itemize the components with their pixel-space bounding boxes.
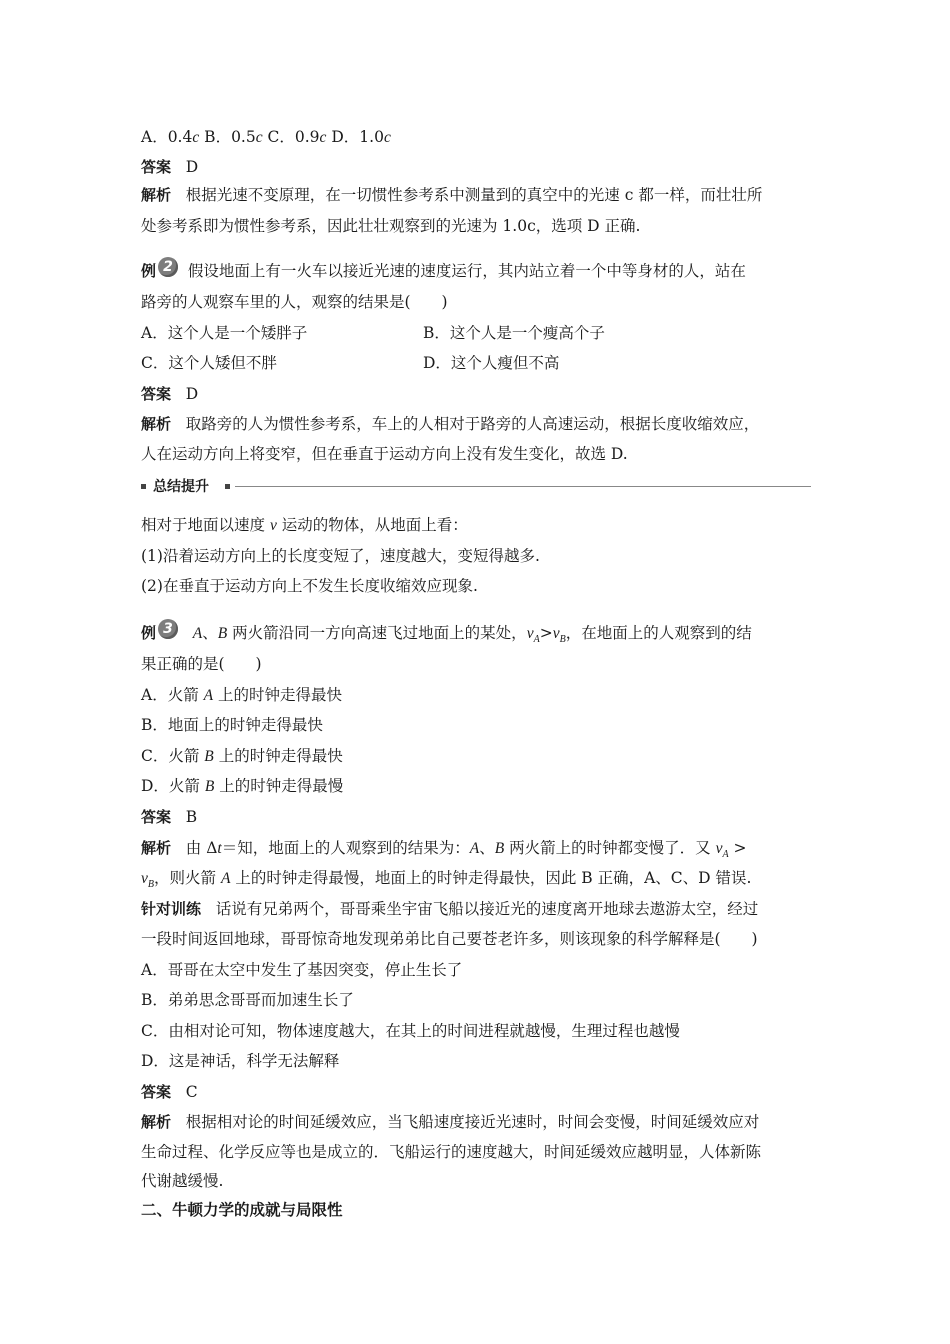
- q1-options: [141, 126, 391, 149]
- q1-analysis-line1: [141, 184, 762, 206]
- analysis-text: ，则火箭: [154, 869, 221, 887]
- option-b: B．弟弟思念哥哥而加速生长了: [141, 991, 354, 1009]
- summary-line3: [141, 575, 478, 597]
- analysis-text: 两火箭上的时钟都变慢了．又: [504, 839, 716, 857]
- summary-title: 总结提升: [153, 479, 209, 495]
- option-text: B．地面上的时钟走得最快: [141, 716, 323, 734]
- answer-label: 答案: [141, 158, 172, 176]
- training-option-c: [141, 1020, 680, 1042]
- option-d: D．这个人瘦但不高: [423, 354, 560, 372]
- analysis-label: 解析: [141, 186, 172, 204]
- option-b: B．这个人是一个瘦高个子: [423, 324, 605, 342]
- training-analysis-line2: [141, 1141, 761, 1163]
- option-c: C．由相对论可知，物体速度越大，在其上的时间进程就越慢，生理过程也越慢: [141, 1022, 680, 1040]
- ex2-stem-line2: [141, 291, 448, 313]
- summary-text: 相对于地面以速度: [141, 516, 270, 534]
- analysis-text: ＝知，地面上的人观察到的结果为：: [221, 839, 470, 857]
- q1-option-b: B．0.5: [199, 128, 256, 146]
- ex3-option-b: [141, 714, 323, 736]
- answer-label: 答案: [141, 385, 172, 403]
- training-option-a: [141, 959, 462, 981]
- ex3-analysis-line2: [141, 867, 751, 896]
- ex2-stem-line1: [141, 260, 746, 282]
- q1-answer: [141, 156, 198, 178]
- ex3-option-d: [141, 775, 343, 798]
- answer-label: 答案: [141, 1083, 172, 1101]
- variable-b: B: [494, 840, 505, 857]
- analysis-text: 代谢越缓慢.: [141, 1172, 224, 1190]
- summary-text: 运动的物体，从地面上看：: [276, 516, 468, 534]
- ex2-option-row1: [141, 322, 307, 344]
- greater-than: >: [728, 839, 747, 857]
- q1-option-a-c: c: [192, 129, 200, 146]
- answer-value: D: [185, 385, 199, 403]
- analysis-text: 根据光速不变原理，在一切惯性参考系中测量到的真空中的光速 c 都一样，而壮壮所: [185, 186, 763, 204]
- subscript-b: B: [559, 634, 566, 646]
- square-bullet-icon: [141, 484, 146, 489]
- variable-v: v: [715, 840, 723, 857]
- analysis-text: 根据相对论的时间延缓效应，当飞船速度接近光速时，时间会变慢，时间延缓效应对: [185, 1113, 760, 1131]
- ex2-option-row2: [141, 352, 277, 374]
- variable-v: v: [269, 517, 277, 534]
- question-text: 两火箭沿同一方向高速飞过地面上的某处，: [227, 624, 527, 642]
- training-answer: [141, 1081, 198, 1103]
- separator: 、: [202, 624, 218, 642]
- option-text: 上的时钟走得最慢: [214, 777, 344, 795]
- square-bullet-icon: [225, 484, 230, 489]
- option-var: A: [203, 687, 214, 704]
- analysis-label: 解析: [141, 839, 172, 857]
- summary-text: (1)沿着运动方向上的长度变短了，速度越大，变短得越多.: [141, 547, 540, 565]
- option-var: B: [204, 778, 215, 795]
- question-text: 一段时间返回地球，哥哥惊奇地发现弟弟比自己要苍老许多，则该现象的科学解释是( ): [141, 930, 758, 948]
- option-text: A．火箭: [141, 686, 204, 704]
- q1-option-a: A．0.4: [141, 128, 193, 146]
- separator: 、: [479, 839, 495, 857]
- question-text: 假设地面上有一火车以接近光速的速度运行，其内站立着一个中等身材的人，站在: [187, 262, 746, 280]
- answer-value: C: [185, 1083, 198, 1101]
- option-text: 上的时钟走得最快: [213, 747, 343, 765]
- analysis-text: 上的时钟走得最慢，地面上的时钟走得最快，因此 B 正确，A、C、D 错误.: [230, 869, 752, 887]
- example-badge: [141, 260, 178, 282]
- subscript-b: B: [147, 879, 154, 891]
- summary-line1: [141, 514, 468, 537]
- ex2-answer: [141, 383, 198, 405]
- training-analysis-line1: [141, 1111, 759, 1133]
- answer-label: 答案: [141, 808, 172, 826]
- q1-option-c-c: c: [319, 129, 327, 146]
- ex2-option-d-wrap: [423, 352, 559, 374]
- example-number-icon: 2: [158, 257, 178, 277]
- summary-text: (2)在垂直于运动方向上不发生长度收缩效应现象.: [141, 577, 478, 595]
- training-stem-line1: [141, 898, 758, 920]
- variable-a: A: [220, 870, 231, 887]
- ex2-analysis-line2: [141, 443, 628, 465]
- q1-option-d: D．1.0: [326, 128, 384, 146]
- training-option-d: [141, 1050, 339, 1072]
- section-title: 二、牛顿力学的成就与局限性: [141, 1201, 343, 1219]
- option-c: C．这个人矮但不胖: [141, 354, 277, 372]
- ex3-answer: [141, 806, 197, 828]
- variable-v: v: [526, 625, 534, 642]
- subscript-a: A: [533, 634, 540, 646]
- option-text: D．火箭: [141, 777, 205, 795]
- ex2-analysis-line1: [141, 413, 759, 435]
- divider: [235, 486, 811, 487]
- option-d: D．这是神话，科学无法解释: [141, 1052, 340, 1070]
- answer-value: D: [185, 158, 199, 176]
- example-word: 例: [141, 262, 157, 280]
- summary-heading: [141, 477, 811, 497]
- q1-option-c: C．0.9: [262, 128, 320, 146]
- training-stem-line2: [141, 928, 758, 950]
- subscript-a: A: [722, 849, 729, 861]
- question-text: 路旁的人观察车里的人，观察的结果是( ): [141, 293, 448, 311]
- analysis-label: 解析: [141, 415, 172, 433]
- variable-v: v: [141, 870, 148, 887]
- option-text: 上的时钟走得最快: [213, 686, 343, 704]
- analysis-text: 生命过程、化学反应等也是成立的．飞船运行的速度越大，时间延缓效应越明显，人体新陈: [141, 1143, 762, 1161]
- example-number-icon: 3: [158, 619, 178, 639]
- option-var: B: [204, 748, 214, 765]
- greater-than: >: [539, 624, 553, 642]
- ex3-stem-line1: [141, 622, 752, 651]
- variable-t: t: [217, 840, 222, 857]
- example-word: 例: [141, 624, 157, 642]
- variable-a: A: [469, 840, 480, 857]
- answer-value: B: [185, 808, 198, 826]
- question-text: 果正确的是( ): [141, 655, 262, 673]
- ex3-analysis-line1: [141, 837, 746, 866]
- question-text: 话说有兄弟两个，哥哥乘坐宇宙飞船以接近光的速度离开地球去遨游太空，经过: [215, 900, 759, 918]
- ex3-option-a: [141, 684, 342, 707]
- analysis-text: 处参考系即为惯性参考系，因此壮壮观察到的光速为 1.0c，选项 D 正确.: [141, 217, 641, 235]
- ex3-option-c: [141, 745, 343, 768]
- q1-analysis-line2: [141, 215, 640, 237]
- analysis-text: 由 Δ: [185, 839, 218, 857]
- training-analysis-line3: [141, 1170, 223, 1192]
- analysis-text: 人在运动方向上将变窄，但在垂直于运动方向上没有发生变化，故选 D.: [141, 445, 628, 463]
- option-a: A．这个人是一个矮胖子: [141, 324, 308, 342]
- example-badge: [141, 622, 178, 644]
- question-text: ，在地面上的人观察到的结: [565, 624, 752, 642]
- option-a: A．哥哥在太空中发生了基因突变，停止生长了: [141, 961, 463, 979]
- analysis-text: 取路旁的人为惯性参考系，车上的人相对于路旁的人高速运动，根据长度收缩效应，: [185, 415, 760, 433]
- q1-option-d-c: c: [383, 129, 391, 146]
- summary-line2: [141, 545, 540, 567]
- variable-b: B: [217, 625, 228, 642]
- q1-option-b-c: c: [255, 129, 263, 146]
- variable-v: v: [552, 625, 560, 642]
- option-text: C．火箭: [141, 747, 205, 765]
- ex3-stem-line2: [141, 653, 262, 675]
- training-option-b: [141, 989, 354, 1011]
- ex2-option-b-wrap: [423, 322, 605, 344]
- analysis-label: 解析: [141, 1113, 172, 1131]
- training-label: 针对训练: [141, 900, 202, 918]
- variable-a: A: [192, 625, 203, 642]
